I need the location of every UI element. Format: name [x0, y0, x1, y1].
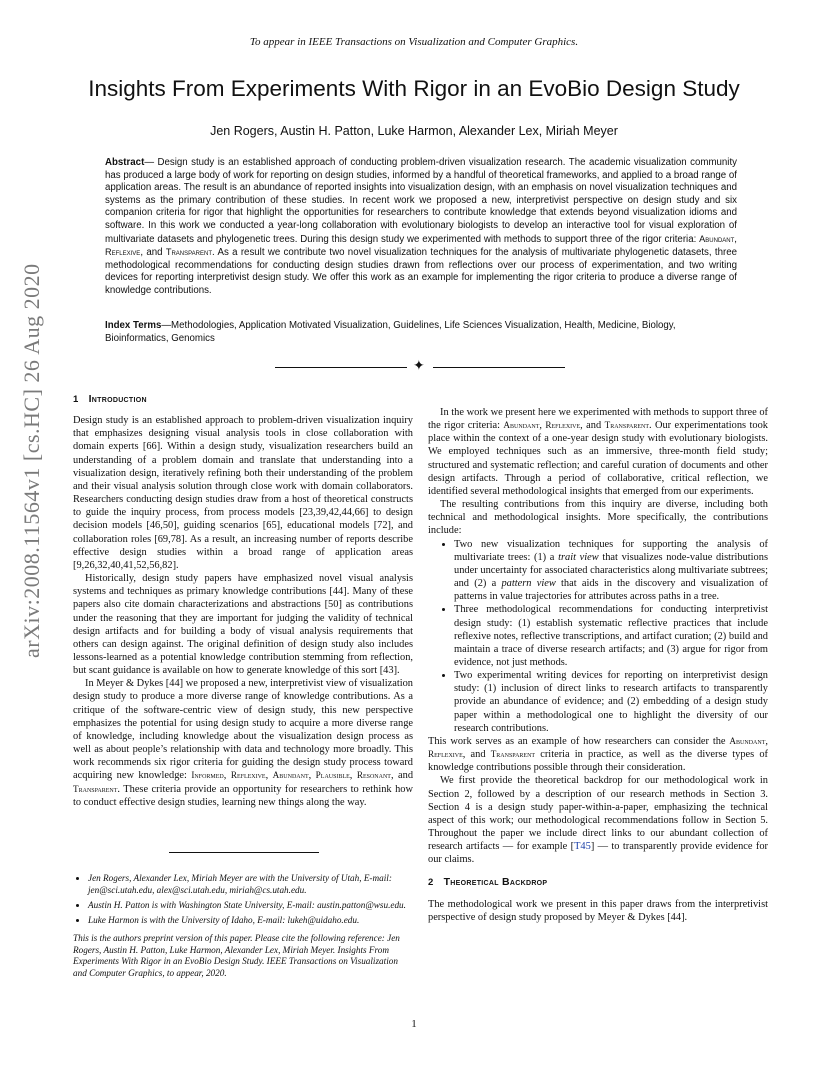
- sep: , and: [390, 770, 414, 782]
- contribution-item: [454, 538, 768, 604]
- divider-line-right: [433, 367, 565, 368]
- trait-view-term: trait view: [558, 551, 599, 563]
- criterion-reflexive: Reflexive: [105, 247, 141, 258]
- contribution-item: • Two experimental writing devices for reporting on interpretivist design study: (1) inclusion of direct links to research artifacts to transparently provide an abundance of evidence; and (2) embedding of a design study paper within a methodological one to highlight the diversity of our research contributions.: [454, 669, 768, 735]
- paper-title: Insights From Experiments With Rigor in an EvoBio Design Study: [88, 76, 740, 101]
- abstract-text-2: . As a result we contribute two novel visualization techniques for the analysis of multivariate phylogenetic datasets, three methodological recommendations for conducting design studies drawn from reflections over our process of experimentation, and two writing devices for reporting interpretivist design study. We offer this work as an example for implementing the rigor criteria to produce a diverse range of knowledge contributions.: [105, 247, 737, 296]
- sep: ,: [308, 770, 316, 782]
- contribution-item: • Three methodological recommendations for conducting interpretivist design study: (1) establish systematic reflective practices that include reflexive notes, reflective transcriptions, and artifact curation; (2) build and maintain a trace of diverse research artifacts; and (3) argue for rigor from evidence, not just methods.: [454, 603, 768, 669]
- sep: , and: [580, 420, 605, 432]
- affiliation-list: [73, 873, 413, 927]
- intro-p6-text-b: criteria in practice, as well as the diverse types of knowledge contributions possible through their consideration.: [428, 749, 768, 774]
- affiliation-item: • Austin H. Patton is with Washington State University, E-mail: austin.patton@wsu.edu.: [88, 900, 413, 912]
- running-header: To appear in IEEE Transactions on Visualization and Computer Graphics.: [249, 36, 579, 48]
- criterion-abundant: Abundant: [729, 735, 766, 746]
- page-number: 1: [411, 1018, 417, 1030]
- arxiv-stamp-text: arXiv:2008.11564v1 [cs.HC] 26 Aug 2020: [19, 263, 44, 658]
- artifact-link-t45[interactable]: T45: [574, 841, 591, 853]
- abstract-label: Abstract: [105, 157, 145, 168]
- index-terms-label: Index Terms: [105, 320, 162, 331]
- intro-p7-text-a: We first provide the theoretical backdrop for our methodological work in Section 2, followed by a description of our research methods in Section 3. Section 4 is a design study paper-within-a-paper, emphasizing the technical aspect of this work; our methodological recommendations follow in Section 5. Throughout the paper we include direct links to our abundant collection of research artifacts — for example [: [428, 775, 768, 853]
- criterion-transparent: Transparent: [165, 247, 213, 258]
- intro-paragraph-5: The resulting contributions from this inquiry are diverse, including both technical and methodological insights. More specifically, the contributions include:: [428, 499, 768, 537]
- abstract-sep-1: ,: [734, 233, 737, 245]
- contrib-1-b: that visualizes node-value distributions under uncertainty for associated characteristics along multivariate subtrees; and (2) a: [454, 551, 768, 590]
- contrib-1-c: that aids in the discovery and visualization of patterns in value trajectories for attributes across paths in a tree.: [454, 578, 768, 603]
- intro-p3-text-b: . These criteria provide an opportunity for researchers to rethink how to conduct effective design studies, learning new things along the way.: [73, 783, 413, 808]
- abstract: [105, 157, 737, 298]
- intro-p7-text-b: ] — to transparently provide evidence for our claims.: [428, 841, 768, 866]
- criterion-informed: Informed: [191, 770, 224, 781]
- section-2-title: Theoretical Backdrop: [443, 876, 548, 889]
- left-column: [73, 393, 413, 809]
- intro-p4-text-a: In the work we present here we experimented with methods to support three of the rigor criteria:: [428, 407, 768, 432]
- criterion-transparent: Transparent: [490, 749, 536, 760]
- intro-paragraph-6: [428, 735, 768, 774]
- arxiv-stamp: [12, 263, 52, 660]
- intro-paragraph-3: [73, 677, 413, 809]
- intro-paragraph-1: Design study is an established approach to problem-driven visualization inquiry that emphasizes designing visual analysis tools in close collaboration with domain experts [66]. Within a design study, visualization researchers build an understanding of a problem domain and translate that understanding into a visualization design, iteratively refining both their understanding of the problem and their visual analysis solution through close work with domain collaborators. Researchers conducting design studies draw from a host of theoretical constructs to guide the inquiry process, from process models [23,39,42,44,66] to design decision models [46,50], guiding scenarios [65], educational models [72], and collaboration roles [69,78]. As a result, an increasing number of reports describe effective design studies within a broad range of application areas [9,26,32,40,41,52,56,82].: [73, 415, 413, 571]
- affiliation-item: • Luke Harmon is with the University of Idaho, E-mail: lukeh@uidaho.edu.: [88, 915, 413, 927]
- intro-p3-text-a: In Meyer & Dykes [44] we proposed a new, interpretivist view of visualization design study to produce a more diverse range of knowledge contributions. As a critique of the software-centric view of design study, this new perspective emphasizes the potential for using design study to acquire a more diverse range of knowledge, including knowledge about the visualization design process as well as about people’s relationship with data and technology more broadly. This work recommends six rigor criteria for guiding the design study process toward acquiring new knowledge:: [73, 678, 413, 782]
- abstract-text-1: — Design study is an established approach of conducting problem-driven visualization research. The academic visualization community has produced a large body of work for reporting on design studies, informed by a handful of theoretical frameworks, and applied to a broad range of application areas. The result is an abundance of reported insights into visualization design, with an emphasis on novel visualization techniques and systems as the primary contribution of these studies. In recent work we proposed a new, interpretivist perspective on design study and six companion criteria for rigor that highlight the opportunities for researchers to contribute knowledge that extends beyond visualization idioms and software. In this work we conducted a year-long collaboration with evolutionary biologists to develop an interactive tool for visual exploration of multivariate datasets and phylogenetic trees. During this design study we experimented with methods to support three of the rigor criteria:: [105, 157, 737, 245]
- section-1-number: 1: [73, 394, 79, 405]
- criterion-resonant: Resonant: [356, 770, 391, 781]
- divider-line-left: [275, 367, 407, 368]
- contribution-list: [428, 538, 768, 735]
- sep: , and: [462, 749, 491, 761]
- sep: ,: [223, 770, 231, 782]
- criterion-reflexive: Reflexive: [428, 749, 463, 760]
- criterion-reflexive: Reflexive: [230, 770, 266, 781]
- sep: ,: [265, 770, 273, 782]
- section-2-number: 2: [428, 877, 434, 889]
- intro-paragraph-7: [428, 774, 768, 866]
- section-1-title: Introduction: [88, 393, 147, 405]
- sep: ,: [765, 735, 768, 747]
- intro-paragraph-2: Historically, design study papers have emphasized novel visual analysis systems and techniques as primary knowledge contributions [44]. Many of these papers also cite domain characterizations and abstractions [50] as contributions under the reasoning that they are important for judging the validity of technical design artifacts and for building a body of visual analysis requirements that others can design against. The original definition of design study also includes lessons-learned as a potential knowledge contribution stemming from reflection, but scant guidance is available on how to generate knowledge of this sort [43].: [73, 573, 413, 677]
- criterion-abundant: Abundant: [503, 420, 540, 431]
- criterion-abundant: Abundant: [272, 770, 309, 781]
- backdrop-paragraph-1: The methodological work we present in this paper draws from the interpretivist perspective of design study proposed by Meyer & Dykes [44].: [428, 898, 768, 923]
- pattern-view-term: pattern view: [501, 578, 556, 590]
- footnotes: [73, 852, 413, 980]
- index-terms-text: —Methodologies, Application Motivated Visualization, Guidelines, Life Sciences Visualization, Health, Medicine, Biology, Bioinformatics, Genomics: [105, 320, 676, 344]
- sep: ,: [539, 420, 546, 432]
- index-terms: [105, 320, 737, 345]
- intro-p4-text-b: . Our experimentations took place within the context of a one-year design study with evolutionary biologists. We employed techniques such as an immersive, three-month field study; structured and systematic reflection; and careful curation of documents and other design artifacts. Through a period of collaborative, critical reflection, we identified several methodological insights that emerged from our experiments.: [428, 420, 768, 497]
- contrib-1-a: Two new visualization techniques for supporting the analysis of multivariate trees: (1) a: [454, 538, 768, 563]
- section-divider: [275, 360, 565, 374]
- sep: ,: [349, 770, 357, 782]
- criterion-reflexive: Reflexive: [545, 420, 581, 431]
- intro-paragraph-4: [428, 406, 768, 498]
- right-column: [428, 406, 768, 924]
- criterion-plausible: Plausible: [315, 770, 350, 781]
- section-2-heading: [428, 876, 768, 889]
- author-list: Jen Rogers, Austin H. Patton, Luke Harmon, Alexander Lex, Miriah Meyer: [210, 124, 618, 138]
- criterion-transparent: Transparent: [604, 420, 649, 431]
- section-1-heading: [73, 393, 413, 406]
- divider-star-icon: ✦: [413, 359, 425, 374]
- preprint-note: This is the authors preprint version of this paper. Please cite the following reference: Jen Rogers, Austin H. Patton, Luke Harmon, Alexander Lex, Miriah Meyer. Insights From Experiments With Rigor in an EvoBio Design Study. IEEE Transactions on Visualization and Computer Graphics, to appear, 2020.: [73, 932, 400, 979]
- criterion-transparent: Transparent: [73, 783, 118, 794]
- affiliation-item: • Jen Rogers, Alexander Lex, Miriah Meyer are with the University of Utah, E-mail: jen@sci.utah.edu, alex@sci.utah.edu, miriah@cs.utah.edu.: [88, 873, 413, 897]
- footnote-rule: [169, 852, 319, 853]
- abstract-sep-2: , and: [140, 247, 166, 259]
- criterion-abundant: Abundant: [699, 233, 735, 244]
- intro-p6-text-a: This work serves as an example of how researchers can consider the: [428, 735, 730, 747]
